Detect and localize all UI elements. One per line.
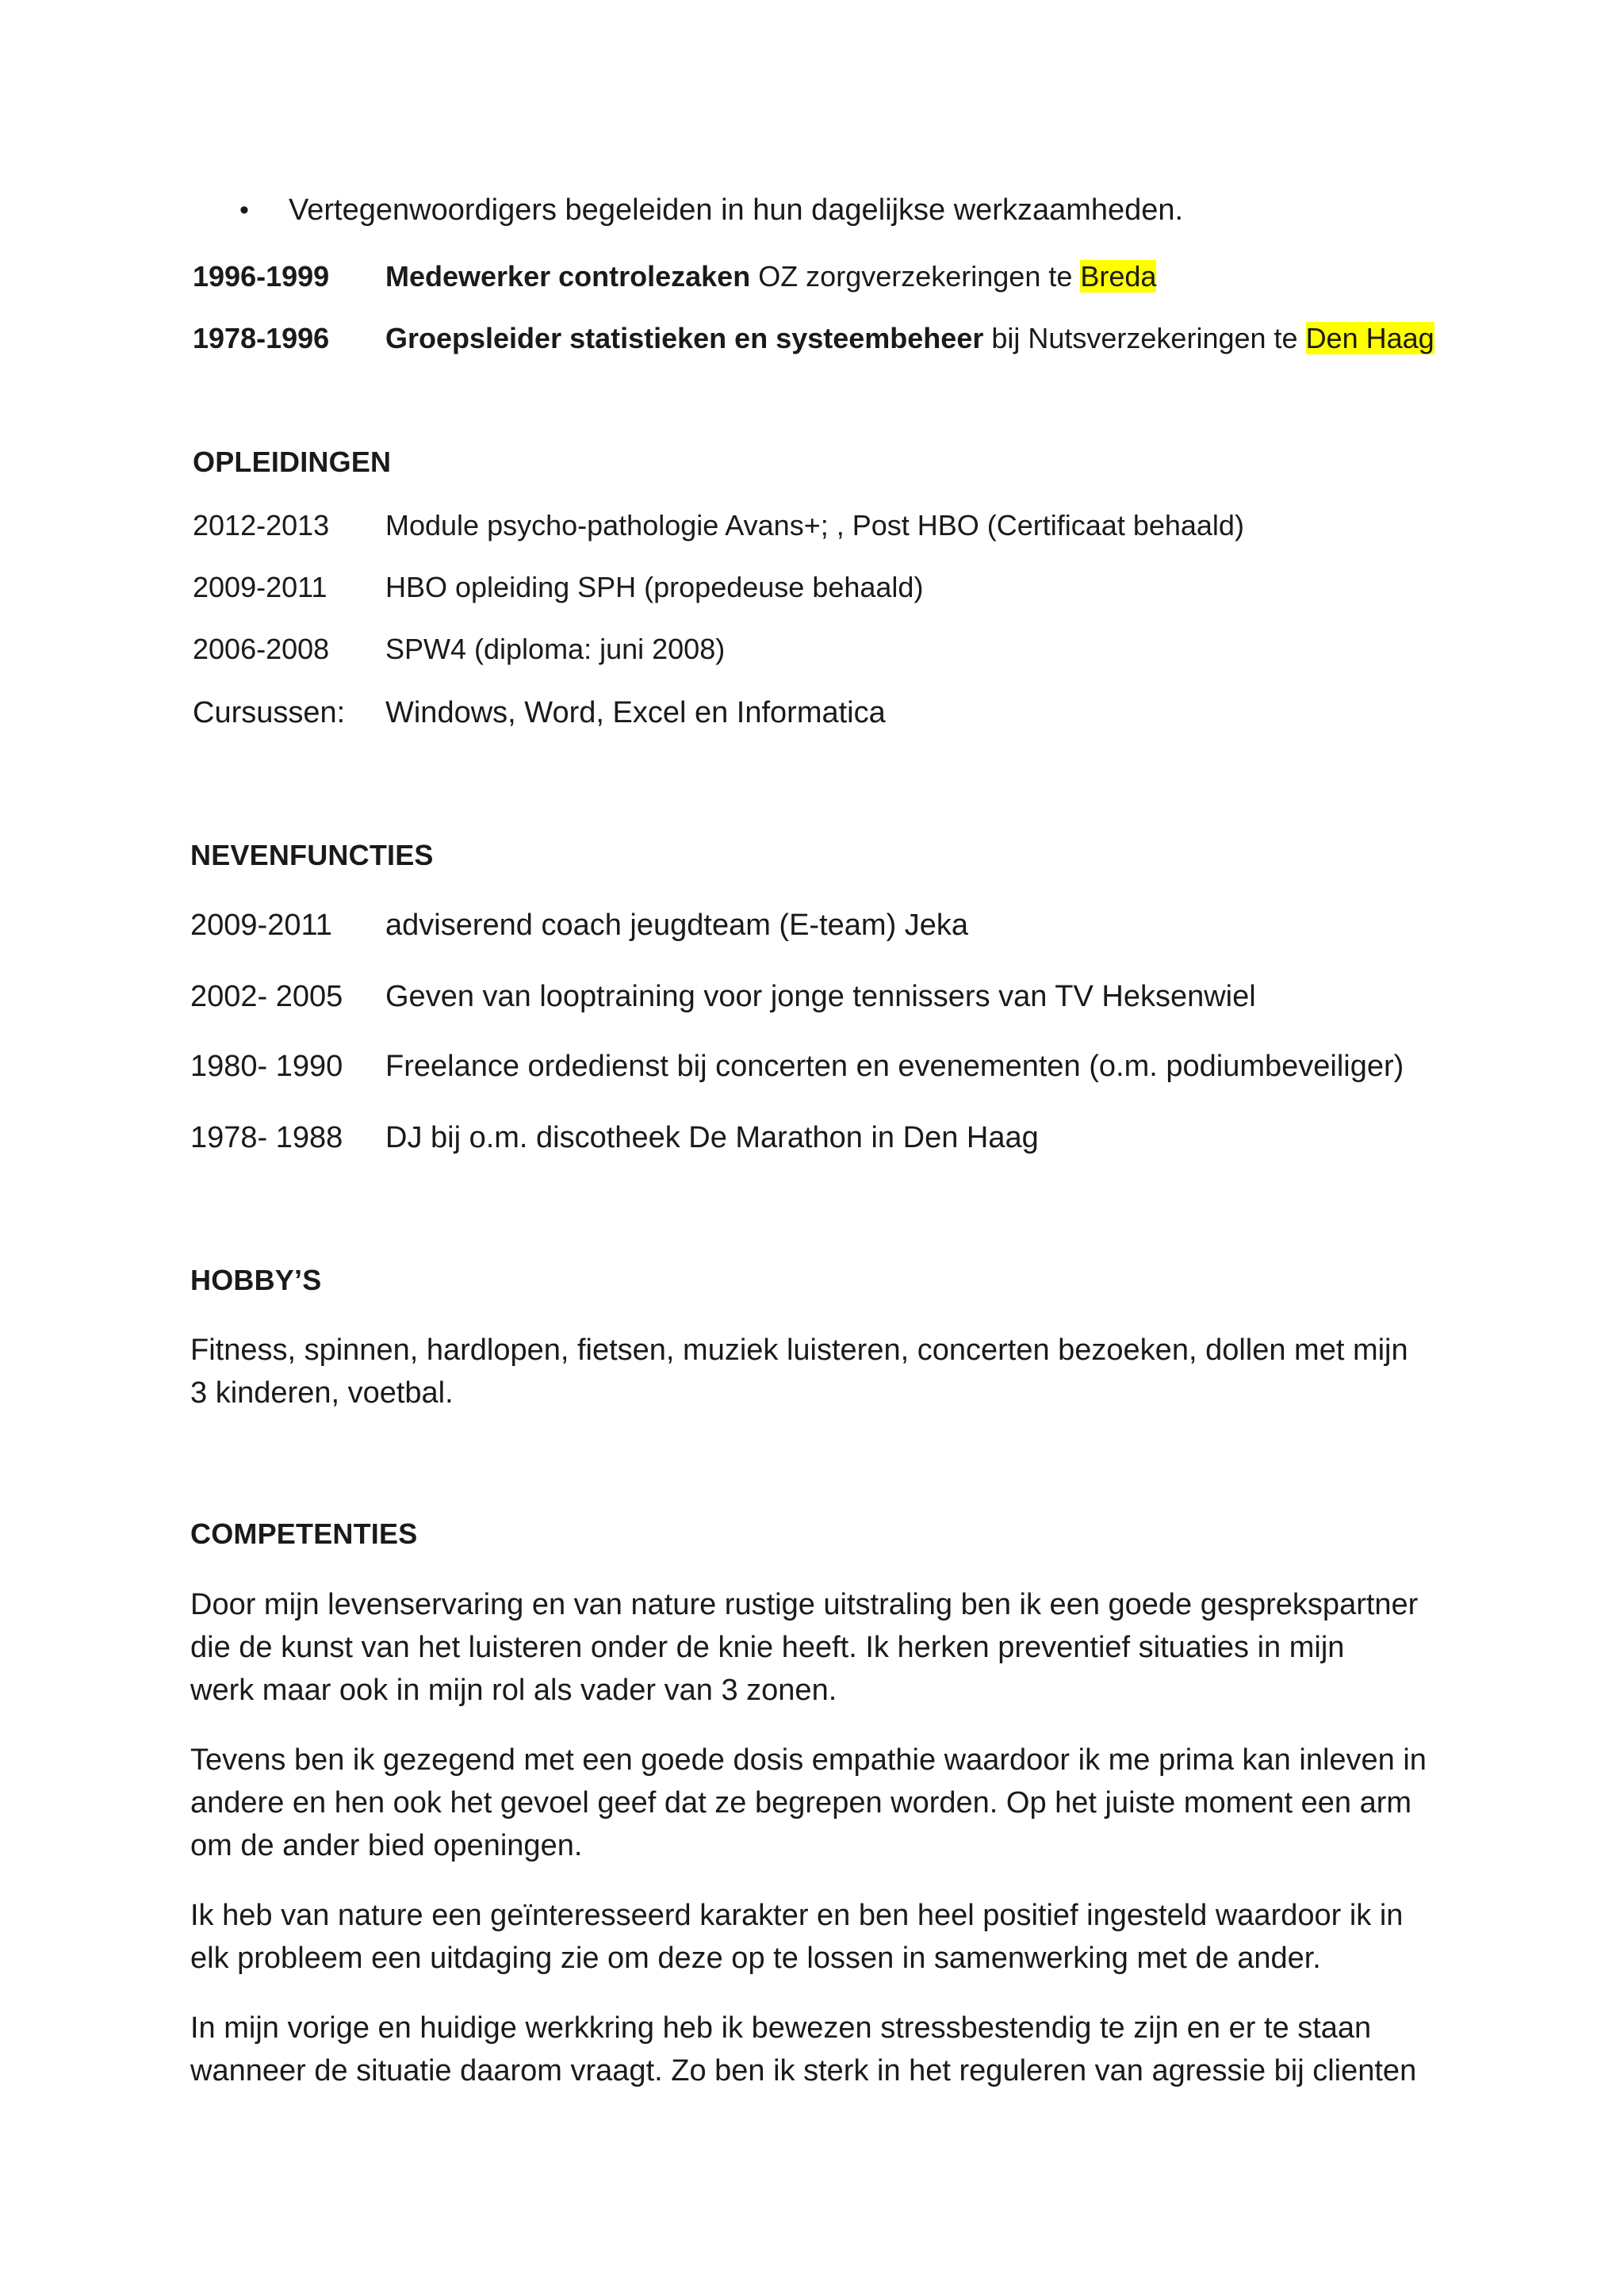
section-heading-opleidingen: OPLEIDINGEN [193, 446, 392, 478]
work-description [385, 322, 1434, 355]
competence-paragraph [190, 1894, 1427, 1980]
competence-paragraph [190, 1583, 1427, 1712]
competence-line: die de kunst van het luisteren onder de knie heeft. Ik herken preventief situaties in mijn [190, 1631, 1345, 1664]
education-text: Module psycho-pathologie Avans+; , Post HBO (Certificaat behaald) [385, 509, 1244, 541]
work-role: Medewerker controlezaken [385, 260, 751, 293]
side-job-text: Freelance ordedienst bij concerten en evenementen (o.m. podiumbeveiliger) [385, 1050, 1404, 1083]
work-place-highlight: Breda [1080, 260, 1157, 293]
side-job-period: 2002- 2005 [190, 980, 343, 1013]
work-description [385, 260, 1156, 293]
competence-line: wanneer de situatie daarom vraagt. Zo ben ik sterk in het reguleren van agressie bij clienten [190, 2054, 1417, 2087]
competence-line: andere en hen ook het gevoel geef dat ze begrepen worden. Op het juiste moment een arm [190, 1786, 1412, 1820]
competence-line: om de ander bied openingen. [190, 1829, 583, 1862]
side-job-period: 1978- 1988 [190, 1121, 343, 1154]
education-period: 2009-2011 [193, 571, 327, 603]
education-period: 2012-2013 [193, 509, 330, 541]
side-job-period: 1980- 1990 [190, 1050, 343, 1083]
education-period: 2006-2008 [193, 633, 330, 665]
competence-line: elk probleem een uitdaging zie om deze op te lossen in samenwerking met de ander. [190, 1942, 1321, 1975]
competence-line: werk maar ook in mijn rol als vader van 3 zonen. [190, 1674, 837, 1707]
section-heading-hobbys: HOBBY’S [190, 1264, 322, 1296]
hobbies-line: 3 kinderen, voetbal. [190, 1376, 454, 1410]
side-job-text: adviserend coach jeugdteam (E-team) Jeka [385, 909, 969, 942]
side-job-text: Geven van looptraining voor jonge tennissers van TV Heksenwiel [385, 980, 1256, 1013]
competence-line: In mijn vorige en huidige werkkring heb ik bewezen stressbestendig te zijn en er te staan [190, 2011, 1372, 2045]
courses-text: Windows, Word, Excel en Informatica [385, 696, 886, 729]
education-text: HBO opleiding SPH (propedeuse behaald) [385, 571, 924, 603]
section-heading-competenties: COMPETENTIES [190, 1517, 418, 1550]
competence-paragraph [190, 2007, 1427, 2092]
work-employer: bij Nutsverzekeringen te [983, 322, 1306, 354]
work-place-highlight: Den Haag [1305, 322, 1434, 354]
courses-label: Cursussen: [193, 696, 346, 729]
side-job-text: DJ bij o.m. discotheek De Marathon in Den Haag [385, 1121, 1039, 1154]
work-employer: OZ zorgverzekeringen te [750, 260, 1081, 293]
hobbies-paragraph [190, 1329, 1427, 1414]
education-text: SPW4 (diploma: juni 2008) [385, 633, 726, 665]
competence-line: Tevens ben ik gezegend met een goede dosis empathie waardoor ik me prima kan inleven in [190, 1743, 1427, 1777]
work-role: Groepsleider statistieken en systeembeheer [385, 322, 984, 354]
work-period: 1996-1999 [193, 260, 330, 293]
competence-line: Door mijn levenservaring en van nature rustige uitstraling ben ik een goede gesprekspartner [190, 1588, 1419, 1621]
hobbies-line: Fitness, spinnen, hardlopen, fietsen, muziek luisteren, concerten bezoeken, dollen met mijn [190, 1334, 1408, 1367]
competence-paragraph [190, 1739, 1427, 1867]
bullet-icon: • [239, 195, 249, 225]
section-heading-nevenfuncties: NEVENFUNCTIES [190, 839, 434, 871]
side-job-period: 2009-2011 [190, 909, 332, 942]
bullet-text: Vertegenwoordigers begeleiden in hun dagelijkse werkzaamheden. [289, 193, 1184, 227]
competence-line: Ik heb van nature een geïnteresseerd karakter en ben heel positief ingesteld waardoor ik in [190, 1899, 1404, 1932]
work-period: 1978-1996 [193, 322, 330, 354]
